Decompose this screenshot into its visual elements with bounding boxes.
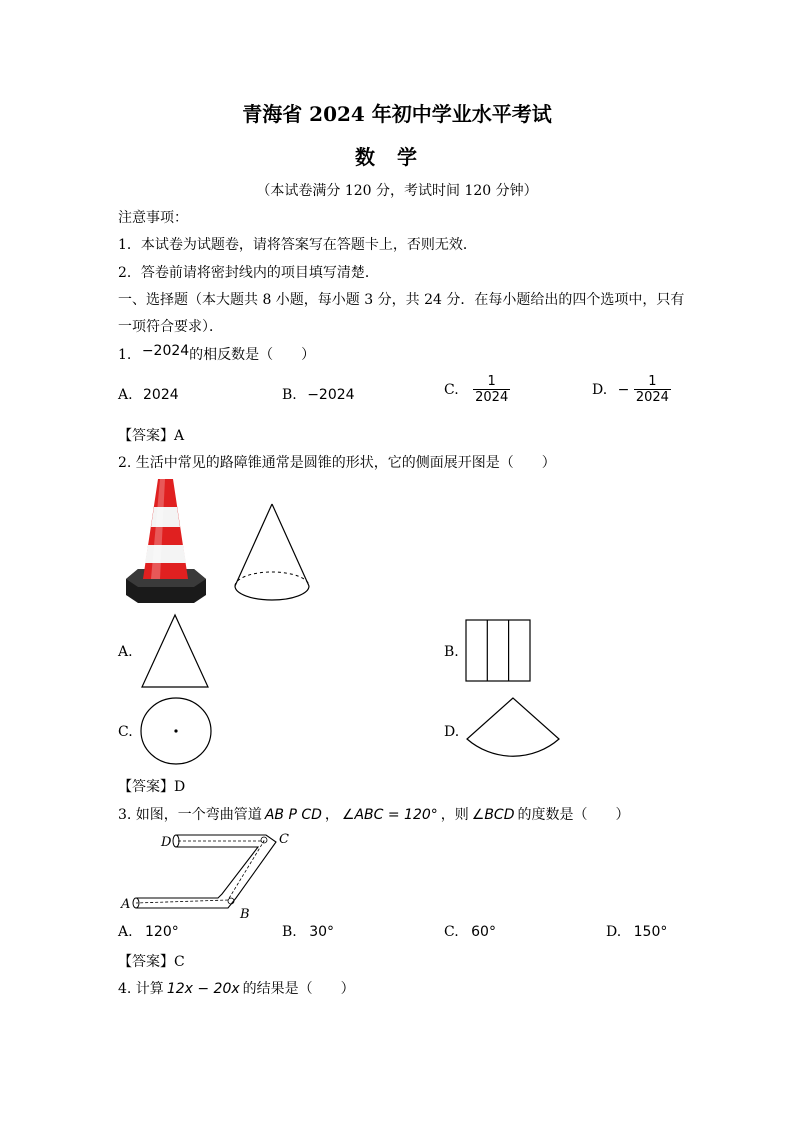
question-text: ，: [324, 807, 339, 823]
option-a: [118, 387, 179, 403]
option-b: [282, 924, 334, 940]
question-number: 1.: [118, 347, 132, 363]
question-expression: AB P CD: [264, 807, 322, 823]
instructions-heading: 注意事项：: [118, 210, 188, 226]
point-label: A: [121, 897, 131, 912]
answer: 【答案】A: [118, 428, 185, 444]
answer: 【答案】C: [118, 954, 185, 970]
fraction: [634, 374, 671, 405]
option-label: B.: [282, 387, 297, 403]
question-text: 的相反数是（ ）: [189, 347, 316, 363]
option-label: D.: [606, 924, 622, 940]
option-c: C.: [118, 724, 133, 740]
option-d: [606, 924, 667, 940]
option-value: −2024: [307, 387, 355, 403]
pipe-figure: [118, 828, 298, 922]
option-a: [118, 924, 179, 940]
traffic-cone-photo: [118, 477, 213, 607]
option-value: 120°: [145, 924, 179, 940]
option-a: A.: [118, 644, 133, 660]
exam-title: 青海省 2024 年初中学业水平考试: [242, 102, 552, 126]
option-c: [444, 374, 510, 405]
question-1: [118, 344, 315, 364]
minus-sign: −: [617, 381, 630, 398]
question-expression: ∠BCD: [471, 807, 515, 823]
exam-note: （本试卷满分 120 分，考试时间 120 分钟）: [256, 183, 538, 199]
fraction: [473, 374, 510, 405]
cone-stripe: [151, 507, 180, 527]
option-value: 2024: [143, 387, 179, 403]
point-label: C: [279, 832, 289, 847]
question-expression: −2024: [141, 343, 190, 359]
option-label: D.: [592, 381, 608, 398]
point-label: D: [161, 835, 172, 850]
question-2: 2. 生活中常见的路障锥通常是圆锥的形状，它的侧面展开图是（ ）: [118, 455, 556, 471]
question-text: 的度数是（ ）: [517, 807, 630, 823]
instruction-item: 1．本试卷为试题卷，请将答案写在答题卡上，否则无效．: [118, 237, 477, 253]
answer: 【答案】D: [118, 779, 186, 795]
cone-diagram: [232, 502, 312, 604]
rectangle-figure: [465, 619, 532, 683]
instruction-item: 2．答卷前请将密封线内的项目填写清楚．: [118, 265, 379, 281]
fraction-denominator: 2024: [475, 390, 509, 405]
option-label: A.: [118, 387, 133, 403]
sector-figure: [464, 696, 562, 766]
option-label: A.: [118, 924, 133, 940]
option-c: [444, 924, 496, 940]
option-d: D.: [444, 724, 460, 740]
question-text: 的结果是（ ）: [242, 981, 355, 997]
option-label: B.: [282, 924, 297, 940]
question-text: ，则: [440, 807, 469, 823]
question-expression: ∠ABC = 120°: [341, 807, 438, 823]
question-text: 4. 计算: [118, 981, 164, 997]
option-b: [282, 387, 355, 403]
point-label: B: [240, 907, 250, 922]
question-text: 3. 如图，一个弯曲管道: [118, 807, 262, 823]
option-b: B.: [444, 644, 459, 660]
question-expression: 12x − 20x: [166, 981, 240, 997]
triangle-figure: [140, 613, 210, 689]
section-heading-cont: 一项符合要求）．: [118, 319, 223, 335]
option-label: C.: [444, 381, 459, 398]
question-3: [118, 804, 630, 824]
cone-body: [143, 479, 188, 579]
section-heading: 一、选择题（本大题共 8 小题，每小题 3 分，共 24 分．在每小题给出的四个选项中，只有: [118, 292, 685, 308]
option-value: 60°: [471, 924, 496, 940]
fraction-numerator: 1: [487, 374, 496, 389]
option-value: 30°: [309, 924, 335, 940]
fraction-numerator: 1: [648, 374, 657, 389]
exam-subject: 数学: [355, 145, 439, 169]
question-4: [118, 978, 355, 998]
fraction-denominator: 2024: [635, 390, 669, 405]
cone-stripe: [145, 545, 186, 563]
option-label: C.: [444, 924, 459, 940]
option-d: [592, 374, 671, 405]
option-value: 150°: [633, 924, 668, 940]
circle-figure: [139, 696, 213, 766]
